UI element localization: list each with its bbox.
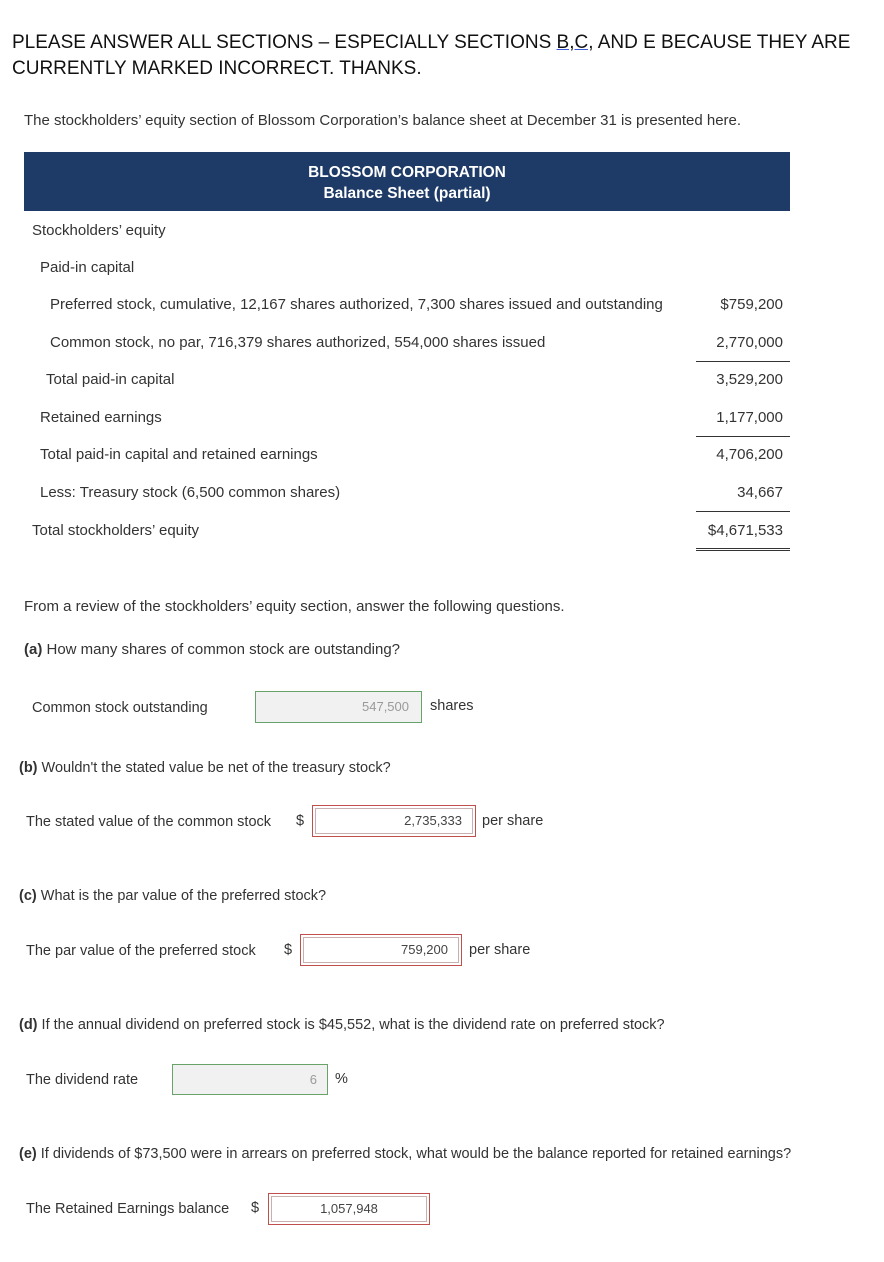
subtotal-rule	[696, 436, 790, 437]
per-share-unit: per share	[482, 813, 544, 829]
question-c-text: What is the par value of the preferred stock?	[36, 888, 327, 904]
stated-value-input-value: 2,735,333	[315, 808, 473, 834]
question-c	[19, 888, 326, 904]
total-double-rule	[696, 548, 790, 551]
question-e-tag: (e)	[19, 1146, 37, 1162]
question-b-text: Wouldn't the stated value be net of the treasury stock?	[37, 760, 391, 776]
table-row	[24, 409, 790, 433]
shares-unit: shares	[430, 698, 474, 714]
table-row	[24, 446, 790, 470]
row-value: 34,667	[737, 484, 783, 501]
balance-sheet-header	[24, 152, 790, 211]
row-label: Total stockholders’ equity	[32, 522, 200, 539]
row-value: 3,529,200	[716, 371, 783, 388]
row-label: Stockholders’ equity	[32, 222, 166, 239]
row-label: Preferred stock, cumulative, 12,167 shares authorized, 7,300 shares issued and outstanding	[50, 296, 663, 313]
row-label: Retained earnings	[40, 409, 162, 426]
per-share-unit: per share	[469, 942, 531, 958]
statement-title: Balance Sheet (partial)	[323, 185, 491, 202]
row-label: Total paid-in capital and retained earnings	[40, 446, 318, 463]
question-a-tag: (a)	[24, 641, 43, 658]
row-label: Common stock, no par, 716,379 shares authorized, 554,000 shares issued	[50, 334, 546, 351]
table-row	[24, 222, 790, 246]
retained-earnings-input[interactable]	[268, 1193, 430, 1225]
retained-earnings-label: The Retained Earnings balance	[26, 1201, 230, 1217]
table-row	[24, 259, 790, 283]
review-intro: From a review of the stockholders’ equity section, answer the following questions.	[24, 598, 565, 615]
row-value: $759,200	[720, 296, 783, 313]
row-label: Total paid-in capital	[46, 371, 175, 388]
question-banner	[12, 30, 850, 82]
retained-earnings-input-value: 1,057,948	[271, 1196, 427, 1222]
par-value-input-value: 759,200	[303, 937, 459, 963]
question-d-tag: (d)	[19, 1017, 38, 1033]
question-b	[19, 760, 391, 776]
question-c-tag: (c)	[19, 888, 37, 904]
question-d	[19, 1017, 665, 1033]
table-row	[24, 371, 790, 395]
row-value: 4,706,200	[716, 446, 783, 463]
common-stock-outstanding-label: Common stock outstanding	[32, 700, 208, 716]
row-value: $4,671,533	[707, 522, 783, 539]
banner-line1-underlined: B,C,	[556, 32, 594, 53]
currency-symbol: $	[284, 942, 293, 958]
question-a	[24, 641, 400, 658]
question-e-text: If dividends of $73,500 were in arrears on preferred stock, what would be the balance reported for retained earnings?	[36, 1146, 792, 1162]
dividend-rate-input[interactable]: 6	[172, 1064, 328, 1095]
percent-unit: %	[335, 1071, 348, 1087]
subtotal-rule	[696, 361, 790, 362]
table-row	[24, 522, 790, 546]
row-value: 1,177,000	[716, 409, 783, 426]
banner-line2: CURRENTLY MARKED INCORRECT. THANKS.	[12, 58, 422, 79]
table-row	[24, 334, 790, 358]
currency-symbol: $	[251, 1200, 260, 1216]
common-stock-outstanding-input[interactable]: 547,500	[255, 691, 422, 723]
row-value: 2,770,000	[716, 334, 783, 351]
par-value-label: The par value of the preferred stock	[26, 943, 256, 959]
dividend-rate-label: The dividend rate	[26, 1072, 139, 1088]
stated-value-input[interactable]	[312, 805, 476, 837]
currency-symbol: $	[296, 813, 305, 829]
stated-value-label: The stated value of the common stock	[26, 814, 272, 830]
banner-line1-pre: PLEASE ANSWER ALL SECTIONS – ESPECIALLY SECTIONS	[12, 32, 557, 53]
company-name: BLOSSOM CORPORATION	[308, 164, 506, 181]
question-d-text: If the annual dividend on preferred stock is $45,552, what is the dividend rate on preferred stock?	[37, 1017, 665, 1033]
row-label: Less: Treasury stock (6,500 common shares)	[40, 484, 341, 501]
par-value-input[interactable]	[300, 934, 462, 966]
question-b-tag: (b)	[19, 760, 38, 776]
question-e	[19, 1146, 791, 1162]
intro-text: The stockholders’ equity section of Blossom Corporation’s balance sheet at December 31 is presented here.	[24, 112, 742, 129]
banner-line1-post: AND E BECAUSE THEY ARE	[593, 32, 851, 53]
subtotal-rule	[696, 511, 790, 512]
row-label: Paid-in capital	[40, 259, 135, 276]
question-a-text: How many shares of common stock are outstanding?	[42, 641, 401, 658]
table-row	[24, 296, 790, 320]
table-row	[24, 484, 790, 508]
